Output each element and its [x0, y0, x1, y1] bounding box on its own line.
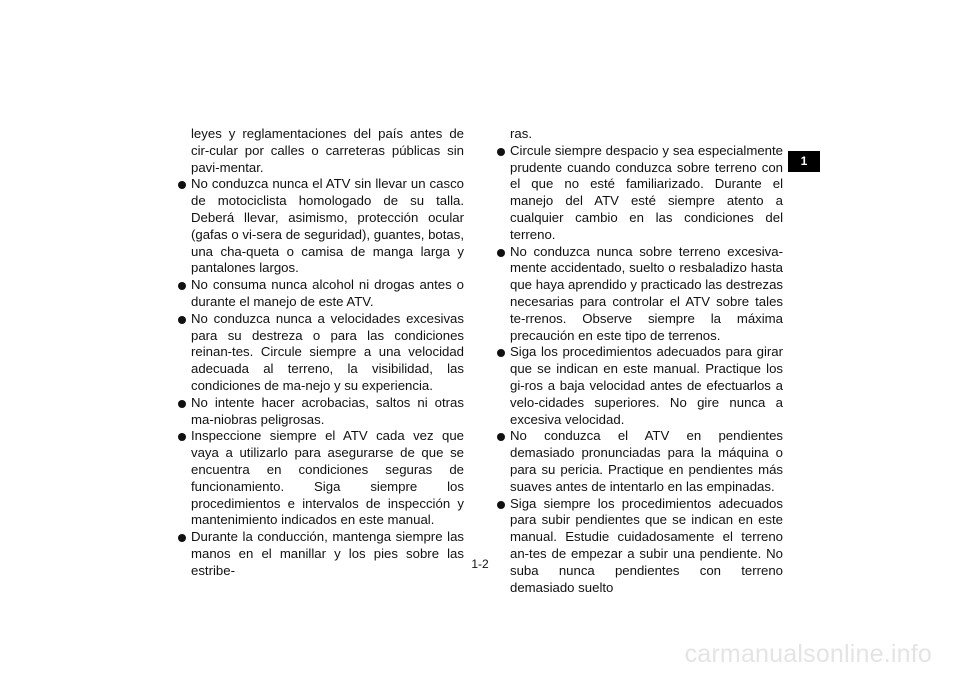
list-item	[497, 344, 783, 428]
bullet-icon	[497, 148, 505, 156]
list-item-text: No conduzca nunca a velocidades excesivas para su destreza o para las condiciones reinan-tes. Circule siempre a una velocidad adecuada al terreno, la visibilidad, las condiciones de ma-nejo y su experiencia.	[191, 310, 464, 393]
list-item-text: No consuma nunca alcohol ni drogas antes o durante el manejo de este ATV.	[191, 277, 464, 309]
list-item	[178, 529, 464, 579]
list-item-text: Circule siempre despacio y sea especialmente prudente cuando conduzca sobre terreno con el que no esté familiarizado. Durante el manejo del ATV esté siempre atento a cualquier cambio en las condiciones del terreno.	[510, 142, 783, 242]
list-item	[178, 428, 464, 529]
list-item	[497, 428, 783, 495]
list-item-text: Siga los procedimientos adecuados para girar que se indican en este manual. Practique los gi-ros a baja velocidad antes de efectuarlos a velo-cidades superiores. No gire nunca a excesiva velocidad.	[510, 344, 783, 427]
list-item-text: No intente hacer acrobacias, saltos ni otras ma-niobras peligrosas.	[191, 394, 464, 427]
list-item	[178, 311, 464, 395]
list-item	[178, 395, 464, 429]
continuation-text: ras.	[510, 126, 532, 141]
bullet-icon	[178, 433, 186, 441]
bullet-icon	[178, 181, 186, 189]
list-item	[178, 277, 464, 311]
bullet-icon	[497, 501, 505, 509]
page-number: 1-2	[471, 557, 489, 571]
list-item-text: No conduzca el ATV en pendientes demasiado pronunciadas para la máquina o para su pericia. Practique en pendientes más suaves antes de intentarlo en las empinadas.	[510, 428, 783, 494]
chapter-tab: 1	[788, 151, 820, 172]
list-item-text: Inspeccione siempre el ATV cada vez que vaya a utilizarlo para asegurarse de que se encuentra en condiciones seguras de funcionamiento. Siga siempre los procedimientos e intervalos de inspección y mantenimiento indicados en este manual.	[191, 428, 464, 528]
bullet-icon	[497, 349, 505, 357]
list-item	[178, 176, 464, 277]
bullet-icon	[497, 249, 505, 257]
left-column	[178, 126, 464, 580]
watermark: carmanualsonline.info	[684, 640, 932, 668]
list-item-text: Durante la conducción, mantenga siempre las manos en el manillar y los pies sobre las estribe-	[191, 529, 464, 578]
list-item-text: No conduzca nunca el ATV sin llevar un casco de motociclista homologado de su talla. Deberá llevar, asimismo, protección ocular (gafas o vi-sera de seguridad), guantes, botas, una cha-queta o camisa de manga larga y pantalones largos.	[191, 176, 464, 276]
list-item-text: Siga siempre los procedimientos adecuados para subir pendientes que se indican en este manual. Estudie cuidadosamente el terreno an-tes de empezar a subir una pendiente. No suba nunca pendientes con terreno demasiado suelto	[510, 495, 783, 595]
list-item	[497, 143, 783, 244]
list-item	[497, 496, 783, 597]
bullet-icon	[178, 282, 186, 290]
list-item	[497, 244, 783, 345]
bullet-icon	[178, 534, 186, 542]
continuation-text: leyes y reglamentaciones del país antes de cir-cular por calles o carreteras públicas sin pavi-mentar.	[191, 126, 464, 175]
right-column	[497, 126, 783, 596]
bullet-icon	[178, 316, 186, 324]
bullet-icon	[178, 400, 186, 408]
bullet-icon	[497, 433, 505, 441]
list-item-text: No conduzca nunca sobre terreno excesiva-mente accidentado, suelto o resbaladizo hasta que haya aprendido y practicado las destrezas necesarias para controlar el ATV sobre tales te-rrenos. Observe siempre la máxima precaución en este tipo de terrenos.	[510, 243, 783, 343]
